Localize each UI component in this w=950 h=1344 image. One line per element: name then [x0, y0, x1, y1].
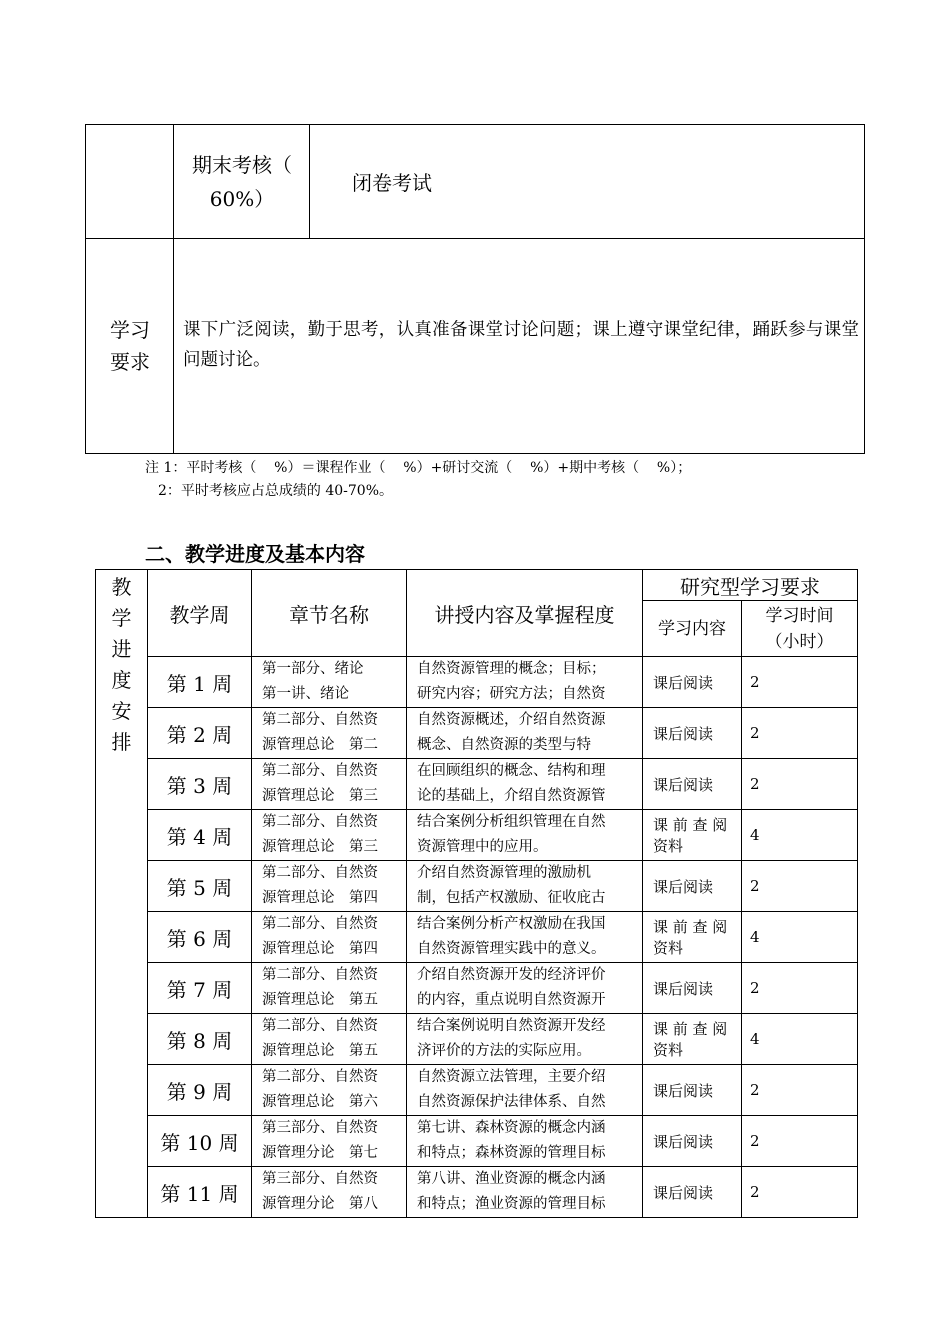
header-week: 教学周 — [148, 570, 252, 657]
study-content-cell: 课后阅读 — [643, 963, 742, 1014]
week-cell: 第 6 周 — [148, 912, 252, 963]
study-content-cell: 课 前 查 阅 资料 — [643, 810, 742, 861]
note-1: 注 1：平时考核（ %）＝课程作业（ %）+研讨交流（ %）+期中考核（ %）； — [145, 460, 692, 476]
divider — [86, 238, 864, 239]
table-row — [96, 912, 858, 963]
table-row — [96, 963, 858, 1014]
header-content: 讲授内容及掌握程度 — [407, 570, 643, 657]
schedule-table — [95, 569, 858, 1218]
study-requirement-label: 学习 要求 — [110, 318, 150, 374]
table-row — [96, 657, 858, 708]
content-cell: 自然资源管理的概念；目标； 研究内容；研究方法；自然资 — [407, 657, 643, 708]
content-cell: 第七讲、森林资源的概念内涵 和特点；森林资源的管理目标 — [407, 1116, 643, 1167]
chapter-cell: 第一部分、绪论 第一讲、绪论 — [252, 657, 407, 708]
week-cell: 第 8 周 — [148, 1014, 252, 1065]
table-row — [96, 1065, 858, 1116]
chapter-cell: 第二部分、自然资 源管理总论 第五 — [252, 1014, 407, 1065]
content-cell: 介绍自然资源开发的经济评价 的内容，重点说明自然资源开 — [407, 963, 643, 1014]
final-exam-method: 闭卷考试 — [352, 171, 432, 195]
header-study-content: 学习内容 — [643, 601, 742, 657]
assessment-table — [85, 124, 865, 454]
header-study-hours: 学习时间 （小时） — [742, 601, 858, 657]
week-cell: 第 3 周 — [148, 759, 252, 810]
table-row — [96, 810, 858, 861]
study-content-cell: 课后阅读 — [643, 759, 742, 810]
study-content-cell: 课后阅读 — [643, 657, 742, 708]
study-content-cell: 课后阅读 — [643, 708, 742, 759]
study-content-cell: 课 前 查 阅 资料 — [643, 1014, 742, 1065]
chapter-cell: 第二部分、自然资 源管理总论 第二 — [252, 708, 407, 759]
study-content-cell: 课后阅读 — [643, 1167, 742, 1218]
header-research: 研究型学习要求 — [643, 570, 858, 601]
study-content-cell: 课后阅读 — [643, 1065, 742, 1116]
schedule-side-label: 教 学 进 度 安 排 — [96, 570, 148, 1218]
week-cell: 第 4 周 — [148, 810, 252, 861]
content-cell: 第八讲、渔业资源的概念内涵 和特点；渔业资源的管理目标 — [407, 1167, 643, 1218]
content-cell: 结合案例分析产权激励在我国 自然资源管理实践中的意义。 — [407, 912, 643, 963]
week-cell: 第 11 周 — [148, 1167, 252, 1218]
content-cell: 结合案例说明自然资源开发经 济评价的方法的实际应用。 — [407, 1014, 643, 1065]
chapter-cell: 第二部分、自然资 源管理总论 第三 — [252, 759, 407, 810]
chapter-cell: 第二部分、自然资 源管理总论 第四 — [252, 912, 407, 963]
chapter-cell: 第二部分、自然资 源管理总论 第六 — [252, 1065, 407, 1116]
content-cell: 在回顾组织的概念、结构和理 论的基础上，介绍自然资源管 — [407, 759, 643, 810]
table-row — [96, 1116, 858, 1167]
chapter-cell: 第三部分、自然资 源管理分论 第八 — [252, 1167, 407, 1218]
study-hours-cell: 4 — [742, 810, 858, 861]
study-hours-cell: 2 — [742, 657, 858, 708]
study-hours-cell: 2 — [742, 861, 858, 912]
table-row — [96, 759, 858, 810]
study-hours-cell: 2 — [742, 1116, 858, 1167]
content-cell: 自然资源立法管理，主要介绍 自然资源保护法律体系、自然 — [407, 1065, 643, 1116]
table-row — [96, 861, 858, 912]
week-cell: 第 9 周 — [148, 1065, 252, 1116]
content-cell: 结合案例分析组织管理在自然 资源管理中的应用。 — [407, 810, 643, 861]
week-cell: 第 2 周 — [148, 708, 252, 759]
header-chapter: 章节名称 — [252, 570, 407, 657]
week-cell: 第 10 周 — [148, 1116, 252, 1167]
study-requirement-text: 课下广泛阅读，勤于思考，认真准备课堂讨论问题；课上遵守课堂纪律，踊跃参与课堂问题讨论。 — [183, 320, 859, 370]
study-hours-cell: 2 — [742, 708, 858, 759]
study-content-cell: 课 前 查 阅 资料 — [643, 912, 742, 963]
section-title: 二、教学进度及基本内容 — [145, 542, 365, 566]
week-cell: 第 5 周 — [148, 861, 252, 912]
study-hours-cell: 2 — [742, 963, 858, 1014]
study-hours-cell: 2 — [742, 1167, 858, 1218]
content-cell: 介绍自然资源管理的激励机 制，包括产权激励、征收庇古 — [407, 861, 643, 912]
week-cell: 第 1 周 — [148, 657, 252, 708]
final-exam-label: 期末考核（ 60%） — [192, 152, 292, 211]
study-content-cell: 课后阅读 — [643, 861, 742, 912]
study-hours-cell: 2 — [742, 1065, 858, 1116]
week-cell: 第 7 周 — [148, 963, 252, 1014]
chapter-cell: 第二部分、自然资 源管理总论 第三 — [252, 810, 407, 861]
chapter-cell: 第三部分、自然资 源管理分论 第七 — [252, 1116, 407, 1167]
content-cell: 自然资源概述，介绍自然资源 概念、自然资源的类型与特 — [407, 708, 643, 759]
study-hours-cell: 4 — [742, 1014, 858, 1065]
table-row — [96, 708, 858, 759]
study-hours-cell: 2 — [742, 759, 858, 810]
study-content-cell: 课后阅读 — [643, 1116, 742, 1167]
chapter-cell: 第二部分、自然资 源管理总论 第五 — [252, 963, 407, 1014]
note-2: 2：平时考核应占总成绩的 40-70%。 — [158, 483, 394, 499]
chapter-cell: 第二部分、自然资 源管理总论 第四 — [252, 861, 407, 912]
study-hours-cell: 4 — [742, 912, 858, 963]
table-row — [96, 1167, 858, 1218]
table-row — [96, 1014, 858, 1065]
